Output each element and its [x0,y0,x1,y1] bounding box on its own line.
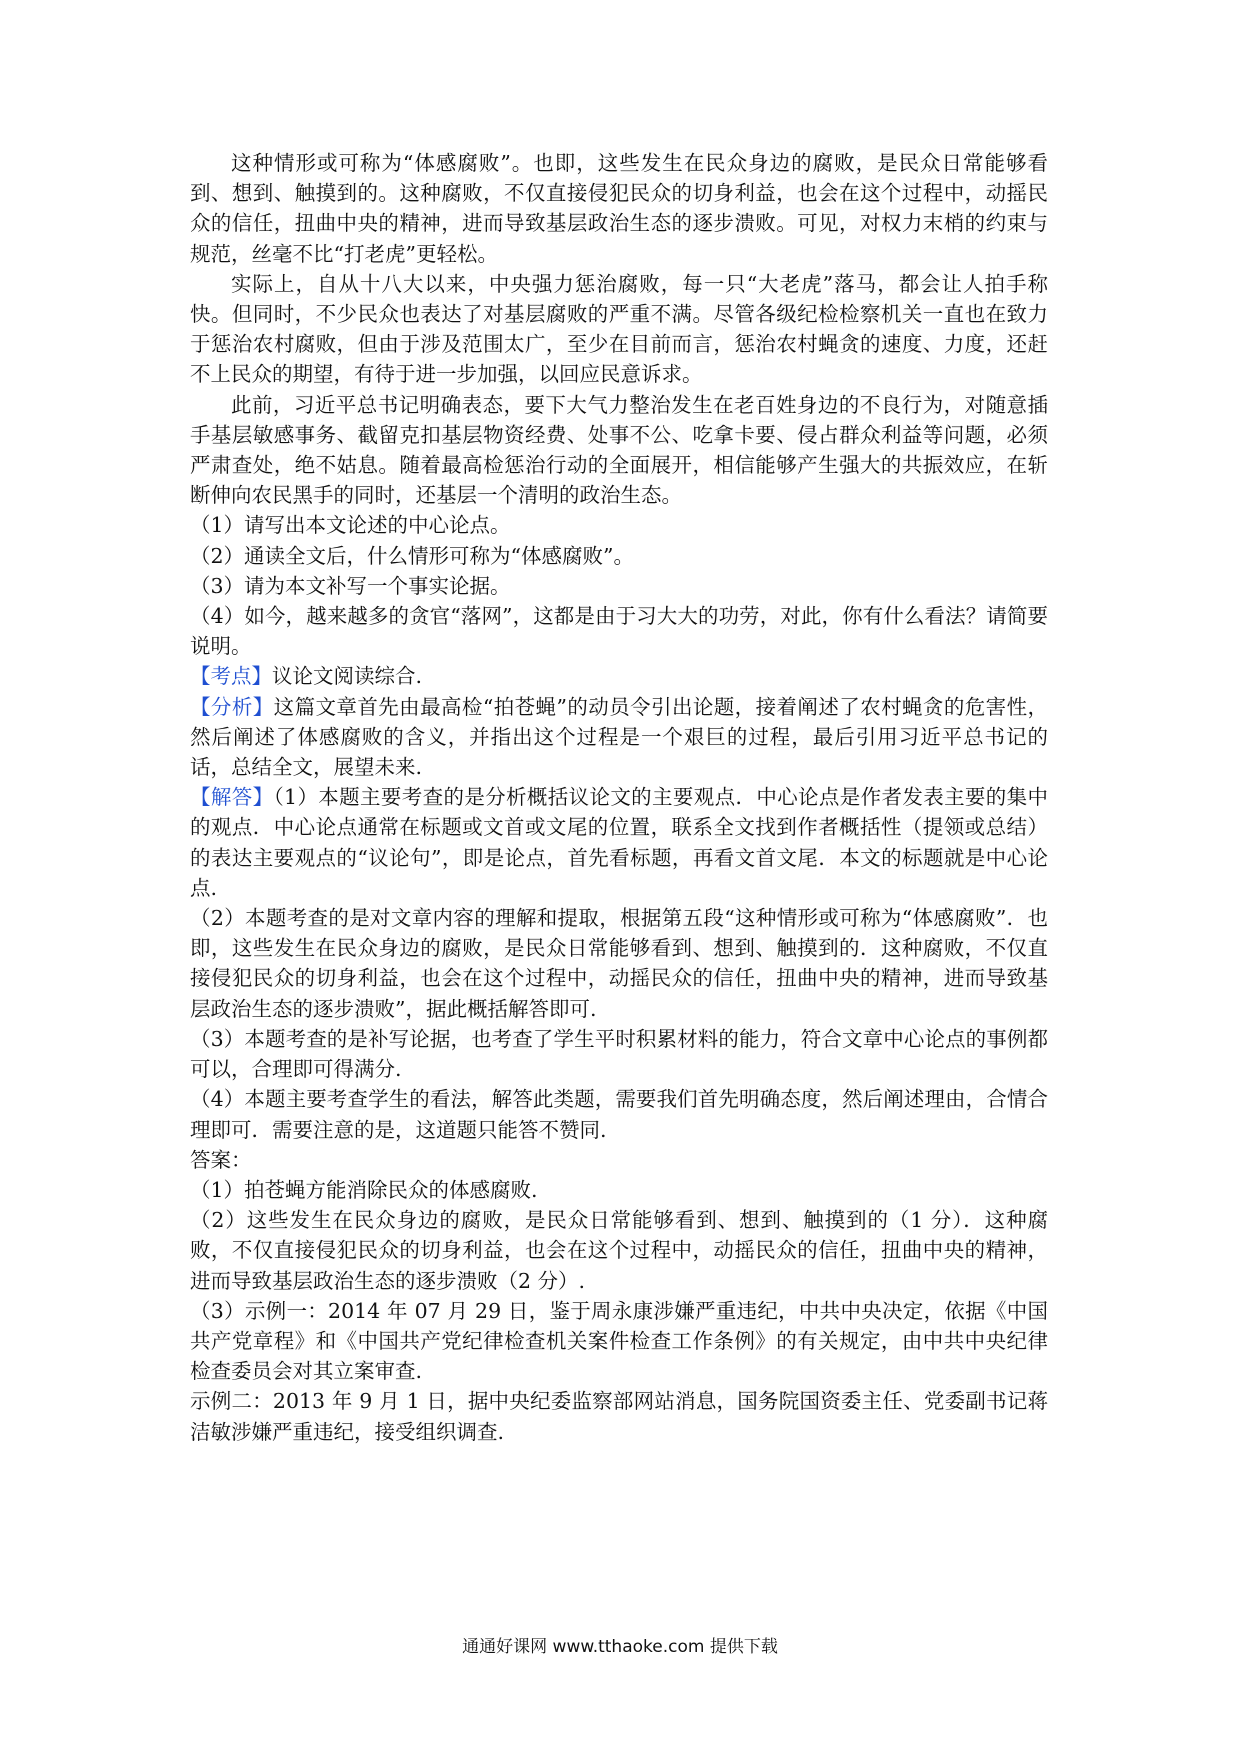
kaodian-text: 议论文阅读综合. [272,664,423,689]
answer-3-example-1: （3）示例一：2014 年 07 月 29 日，鉴于周永康涉嫌严重违纪，中共中央决定，依据《中国共产党章程》和《中国共产党纪律检查机关案件检查工作条例》的有关规定，由中共中央纪律检查委员会对其立案审查. [190,1298,1048,1384]
jieda-answer-1: （1）本题主要考查的是分析概括议论文的主要观点．中心论点是作者发表主要的集中的观点．中心论点通常在标题或文首或文尾的位置，联系全文找到作者概括性（提领或总结）的表达主要观点的“议论句”，即是论点，首先看标题，再看文首文尾．本文的标题就是中心论点. [190,785,1048,900]
kaodian-section [190,661,1048,691]
article-paragraph: 实际上，自从十八大以来，中央强力惩治腐败，每一只“大老虎”落马，都会让人拍手称快。但同时，不少民众也表达了对基层腐败的严重不满。尽管各级纪检检察机关一直也在致力于惩治农村腐败，但由于涉及范围太广，至少在目前而言，惩治农村蝇贪的速度、力度，还赶不上民众的期望，有待于进一步加强，以回应民意诉求。 [190,271,1048,387]
answer-1: （1）拍苍蝇方能消除民众的体感腐败. [190,1177,538,1202]
fenxi-tag: 【分析】 [190,694,274,719]
answer-3-example-2: 示例二：2013 年 9 月 1 日，据中央纪委监察部网站消息，国务院国资委主任、党委副书记蒋洁敏涉嫌严重违纪，接受组织调查. [190,1389,1048,1444]
article-paragraph: 这种情形或可称为“体感腐败”。也即，这些发生在民众身边的腐败，是民众日常能够看到、想到、触摸到的。这种腐败，不仅直接侵犯民众的切身利益，也会在这个过程中，动摇民众的信任，扭曲中央的精神，进而导致基层政治生态的逐步溃败。可见，对权力末梢的约束与规范，丝毫不比“打老虎”更轻松。 [190,151,1048,266]
kaodian-tag: 【考点】 [190,664,272,689]
jieda-tag: 【解答】 [190,785,274,810]
jieda-section [190,782,1048,903]
jieda-answer-4: （4）本题主要考查学生的看法，解答此类题，需要我们首先明确态度，然后阐述理由，合情合理即可．需要注意的是，这道题只能答不赞同. [190,1087,1048,1142]
fenxi-text: 这篇文章首先由最高检“拍苍蝇”的动员令引出论题，接着阐述了农村蝇贪的危害性，然后阐述了体感腐败的含义，并指出这个过程是一个艰巨的过程，最后引用习近平总书记的话，总结全文，展望未来. [190,694,1048,780]
document-body [190,148,1048,1447]
fenxi-section [190,692,1048,783]
jieda-answer-2: （2）本题考查的是对文章内容的理解和提取，根据第五段“这种情形或可称为“体感腐败”．也即，这些发生在民众身边的腐败，是民众日常能够看到、想到、触摸到的．这种腐败，不仅直接侵犯民众的切身利益，也会在这个过程中，动摇民众的信任，扭曲中央的精神，进而导致基层政治生态的逐步溃败”，据此概括解答即可. [190,906,1048,1021]
article-paragraph: 此前，习近平总书记明确表态，要下大气力整治发生在老百姓身边的不良行为，对随意插手基层敏感事务、截留克扣基层物资经费、处事不公、吃拿卡要、侵占群众利益等问题，必须严肃查处，绝不姑息。随着最高检惩治行动的全面展开，相信能够产生强大的共振效应，在斩断伸向农民黑手的同时，还基层一个清明的政治生态。 [190,392,1048,508]
page-footer: 通通好课网 www.tthaoke.com 提供下载 [462,1637,778,1657]
question-3: （3）请为本文补写一个事实论据。 [190,573,511,598]
question-4: （4）如今，越来越多的贪官“落网”，这都是由于习大大的功劳，对此，你有什么看法？请简要说明。 [190,604,1048,659]
jieda-answer-3: （3）本题考查的是补写论据，也考查了学生平时积累材料的能力，符合文章中心论点的事例都可以，合理即可得满分. [190,1026,1048,1082]
question-1: （1）请写出本文论述的中心论点。 [190,513,511,538]
question-2: （2）通读全文后，什么情形可称为“体感腐败”。 [190,543,635,568]
answers-label: 答案： [190,1147,252,1172]
answer-2: （2）这些发生在民众身边的腐败，是民众日常能够看到、想到、触摸到的（1 分）．这种腐败，不仅直接侵犯民众的切身利益，也会在这个过程中，动摇民众的信任，扭曲中央的精神，进而导致基层政治生态的逐步溃败（2 分）. [190,1208,1048,1293]
